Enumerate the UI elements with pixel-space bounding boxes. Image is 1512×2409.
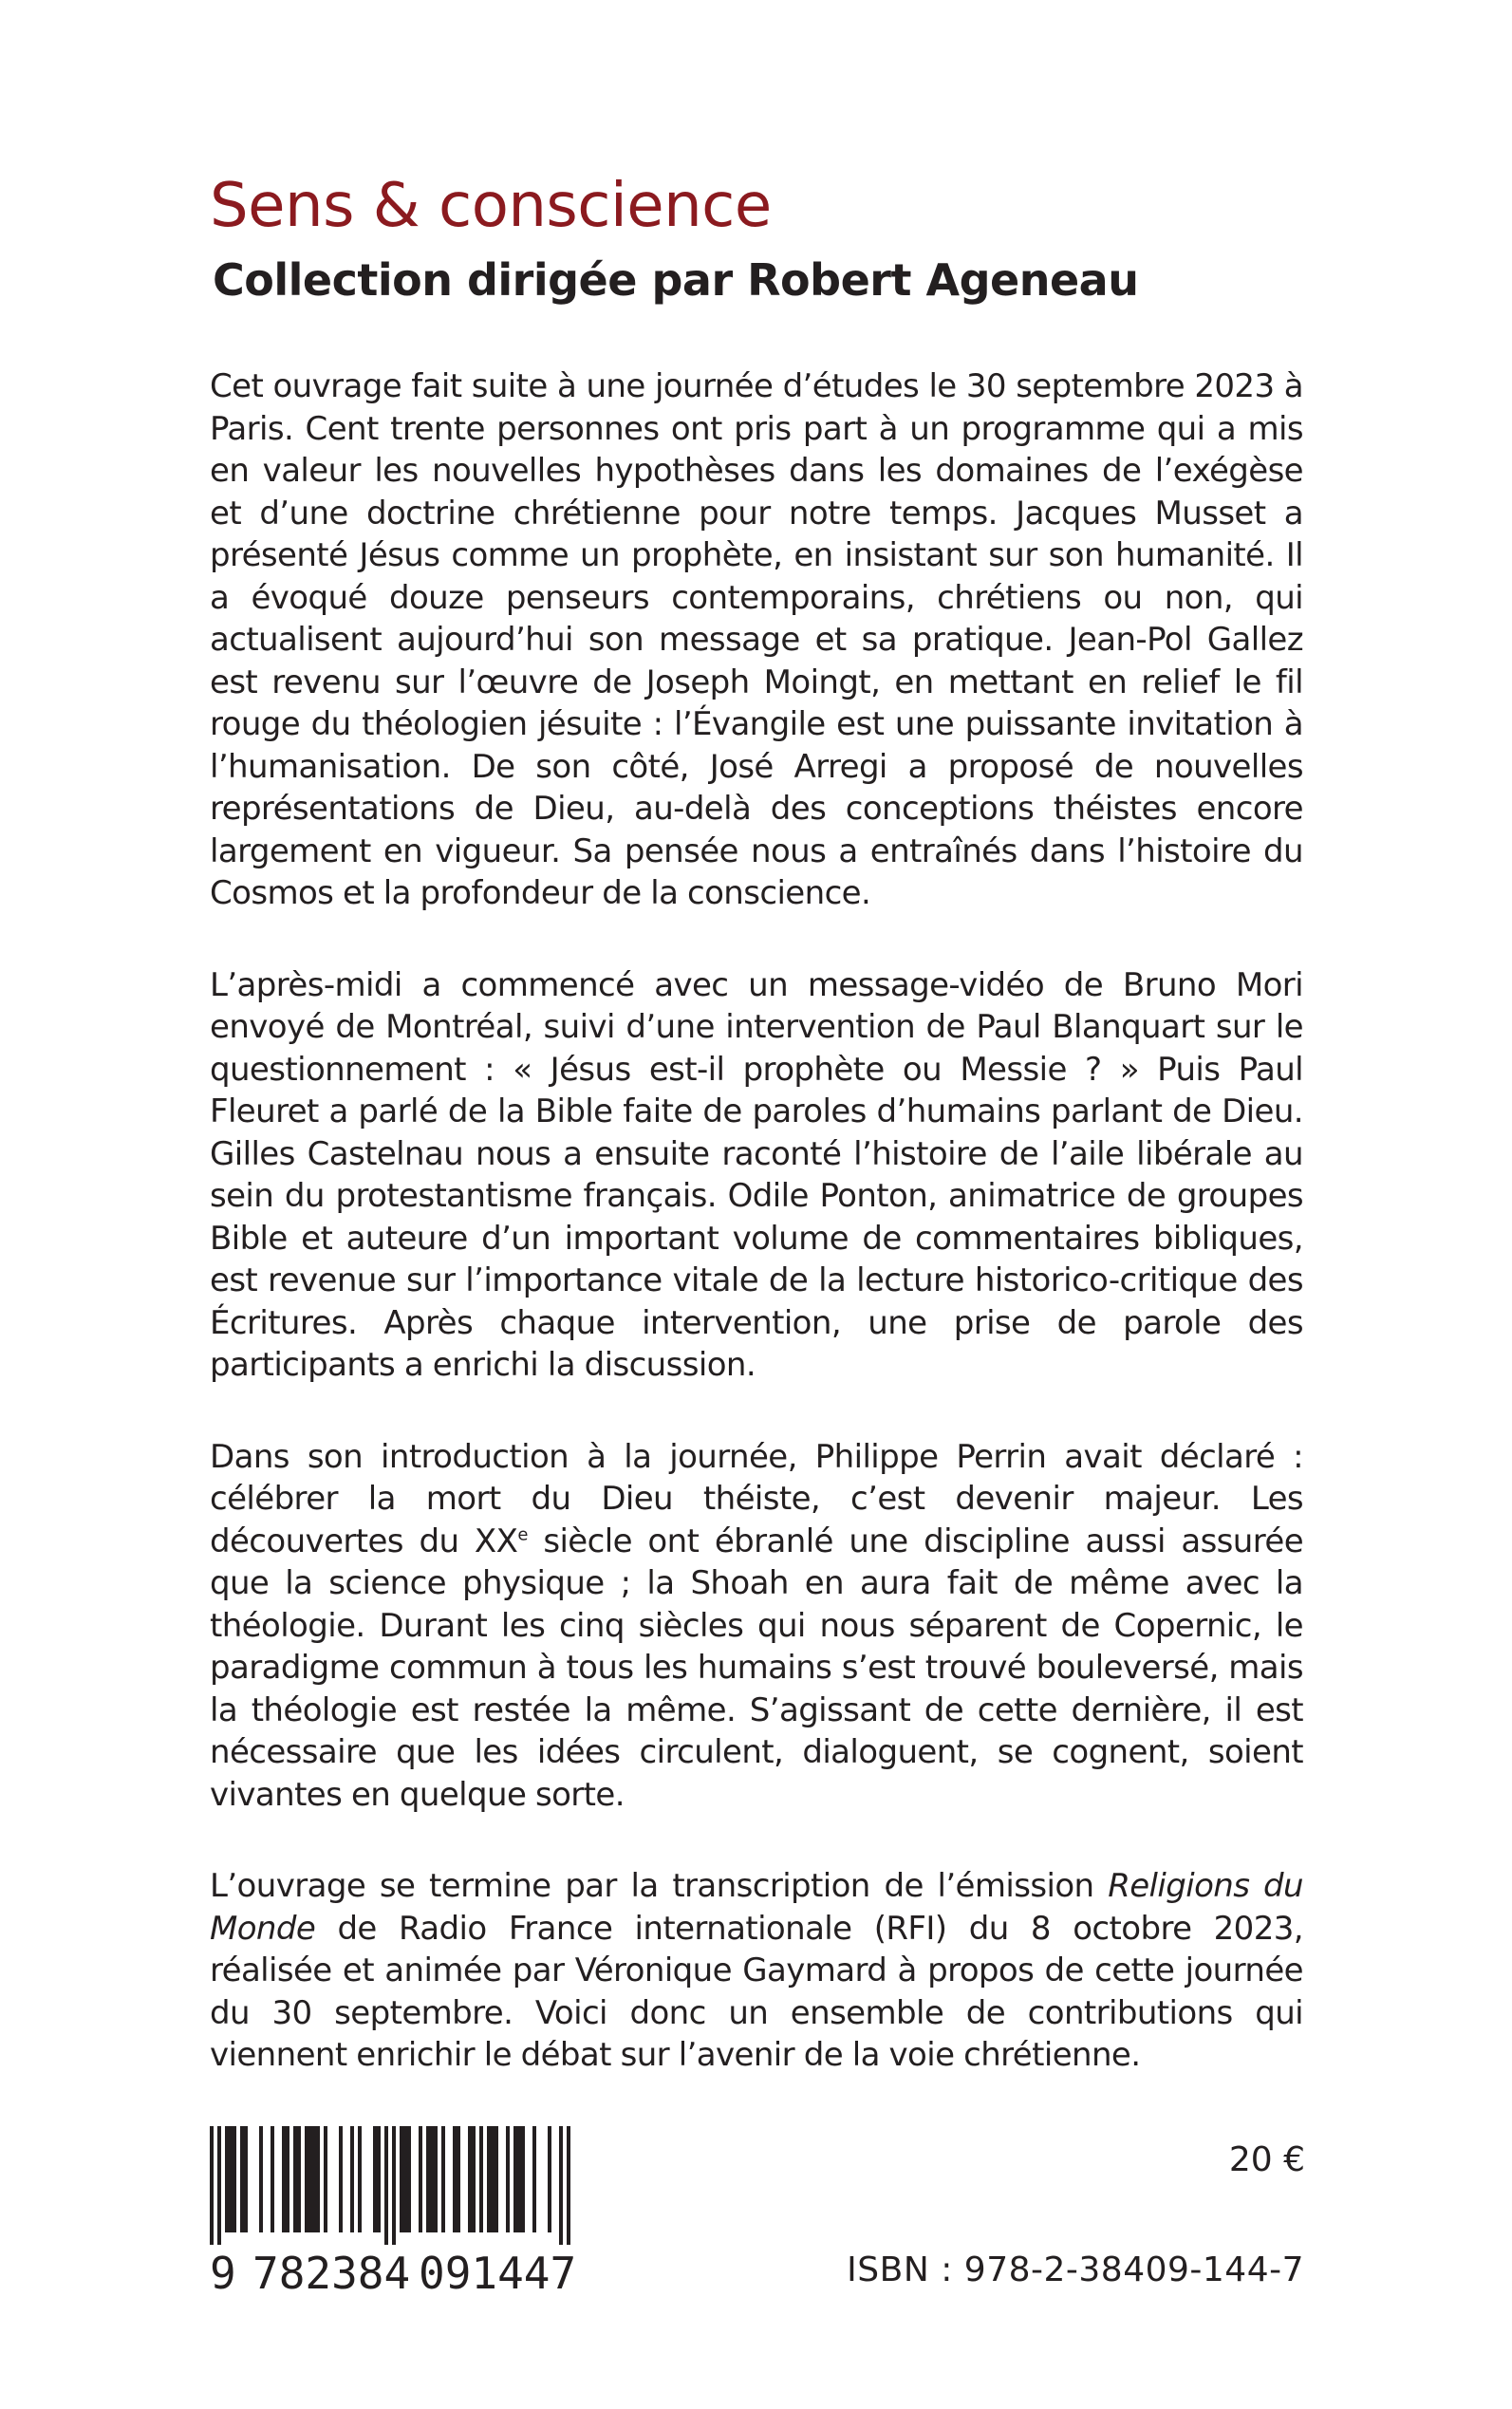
paragraph-3-part-b: siècle ont ébranlé une discipline aussi assurée que la science physique ; la Shoah en aura fait de même avec la théologie. Durant les cinq siècles qui nous séparent de Copernic, le paradigme commun à tous les humains s’est trouvé bouleversé, mais la théologie est restée la même. S’agissant de cette dernière, il est nécessaire que les idées circulent, dialoguent, se cognent, soient vivantes en quelque sorte. xyxy=(210,1522,1304,1814)
barcode-bar xyxy=(457,2126,460,2232)
isbn: ISBN : 978-2-38409-144-7 xyxy=(847,2250,1304,2289)
barcode-bar xyxy=(513,2126,517,2232)
barcode-bar xyxy=(472,2126,476,2232)
paragraph-4 xyxy=(210,1865,1303,2077)
barcode-bar xyxy=(506,2126,510,2232)
barcode-bar xyxy=(491,2126,495,2232)
paragraph-3-part-a: Dans son introduction à la journée, Philippe Perrin avait déclaré : célébrer la mort du Dieu théiste, c’est devenir majeur. Les découvertes du XX xyxy=(210,1437,1303,1560)
barcode-bar xyxy=(548,2126,551,2232)
barcode-bar xyxy=(407,2126,411,2232)
barcode-bar xyxy=(297,2126,301,2232)
barcode-bar xyxy=(403,2126,407,2232)
program-title: Religions du Monde xyxy=(210,1867,1303,1948)
barcode-bar xyxy=(312,2126,316,2232)
barcode-bars xyxy=(210,2126,589,2245)
barcode-guard-bar xyxy=(217,2126,221,2245)
price: 20 € xyxy=(1228,2140,1305,2179)
collection-subtitle: Collection dirigée par Robert Ageneau xyxy=(213,254,1139,306)
barcode-bar xyxy=(244,2126,248,2232)
paragraph-4-part-b: de Radio France internationale (RFI) du 8 octobre 2023, réalisée et animée par Véronique Gaymard à propos de cette journée du 30 septembre. Voici donc un ensemble de contributions qui viennent enrichir le débat sur l’avenir de la voie chrétienne. xyxy=(210,1909,1303,2074)
paragraph-1: Cet ouvrage fait suite à une journée d’études le 30 septembre 2023 à Paris. Cent trente personnes ont pris part à un programme qui a mis en valeur les nouvelles hypothèses dans les domaines de l’exégèse et d’une doctrine chrétienne pour notre temps. Jacques Musset a présenté Jésus comme un prophète, en insistant sur son humanité. Il a évoqué douze penseurs contemporains, chrétiens ou non, qui actualisent aujourd’hui son message et sa pratique. Jean-Pol Gallez est revenu sur l’œuvre de Joseph Moingt, en mettant en relief le fil rouge du théologien jésuite : l’Évangile est une puissante invitation à l’humanisation. De son côté, José Arregi a proposé de nouvelles représentations de Dieu, au-delà des conceptions théistes encore largement en vigueur. Sa pensée nous a entraînés dans l’histoire du Cosmos et la profondeur de la conscience. xyxy=(210,367,1303,912)
barcode-bar xyxy=(293,2126,297,2232)
barcode-bar xyxy=(517,2126,521,2232)
barcode-digit-first: 9 xyxy=(210,2248,236,2299)
barcode-bar xyxy=(308,2126,312,2232)
barcode-bar xyxy=(495,2126,498,2232)
barcode-bar xyxy=(286,2126,289,2232)
barcode xyxy=(210,2126,589,2245)
barcode-digits-left: 782384 xyxy=(252,2248,411,2299)
barcode-guard-bar xyxy=(567,2126,570,2245)
paragraph-2: L’après-midi a commencé avec un message-vidéo de Bruno Mori envoyé de Montréal, suivi d’une intervention de Paul Blanquart sur le questionnement : « Jésus est-il prophète ou Messie ? » Puis Paul Fleuret a parlé de la Bible faite de paroles d’humains parlant de Dieu. Gilles Castelnau nous a ensuite raconté l’histoire de l’aile libérale au sein du protestantisme français. Odile Ponton, animatrice de groupes Bible et auteure d’un important volume de commentaires bibliques, est revenue sur l’importance vitale de la lecture historico-critique des Écritures. Après chaque intervention, une prise de parole des participants a enrichi la discussion. xyxy=(210,965,1303,1384)
paragraph-3 xyxy=(210,1436,1303,1817)
paragraph-4-part-a: L’ouvrage se termine par la transcription de l’émission xyxy=(210,1867,1109,1905)
barcode-bar xyxy=(339,2126,343,2232)
barcode-bar xyxy=(487,2126,491,2232)
barcode-bar xyxy=(225,2126,229,2232)
barcode-bar xyxy=(233,2126,236,2232)
barcode-bar xyxy=(240,2126,244,2232)
barcode-bar xyxy=(479,2126,483,2232)
barcode-bar xyxy=(229,2126,233,2232)
barcode-guard-bar xyxy=(210,2126,214,2245)
barcode-guard-bar xyxy=(384,2126,388,2245)
barcode-bar xyxy=(434,2126,438,2232)
barcode-guard-bar xyxy=(559,2126,563,2245)
barcode-bar xyxy=(316,2126,320,2232)
barcode-bar xyxy=(419,2126,422,2232)
barcode-bar xyxy=(532,2126,536,2232)
barcode-bar xyxy=(400,2126,403,2232)
barcode-bar xyxy=(373,2126,377,2232)
barcode-bar xyxy=(305,2126,308,2232)
barcode-bar xyxy=(430,2126,434,2232)
barcode-bar xyxy=(468,2126,472,2232)
barcode-bar xyxy=(441,2126,445,2232)
barcode-bar xyxy=(324,2126,327,2232)
barcode-guard-bar xyxy=(392,2126,396,2245)
barcode-bar xyxy=(453,2126,457,2232)
barcode-bar xyxy=(259,2126,263,2232)
series-title: Sens & conscience xyxy=(210,171,772,241)
barcode-bar xyxy=(282,2126,286,2232)
barcode-bar xyxy=(358,2126,362,2232)
barcode-bar xyxy=(350,2126,354,2232)
barcode-bar xyxy=(377,2126,381,2232)
back-cover-text xyxy=(210,365,1303,2126)
century-superscript: e xyxy=(517,1524,528,1545)
barcode-bar xyxy=(271,2126,274,2232)
barcode-digits-right: 091447 xyxy=(419,2248,577,2299)
barcode-bar xyxy=(521,2126,525,2232)
barcode-bar xyxy=(426,2126,430,2232)
